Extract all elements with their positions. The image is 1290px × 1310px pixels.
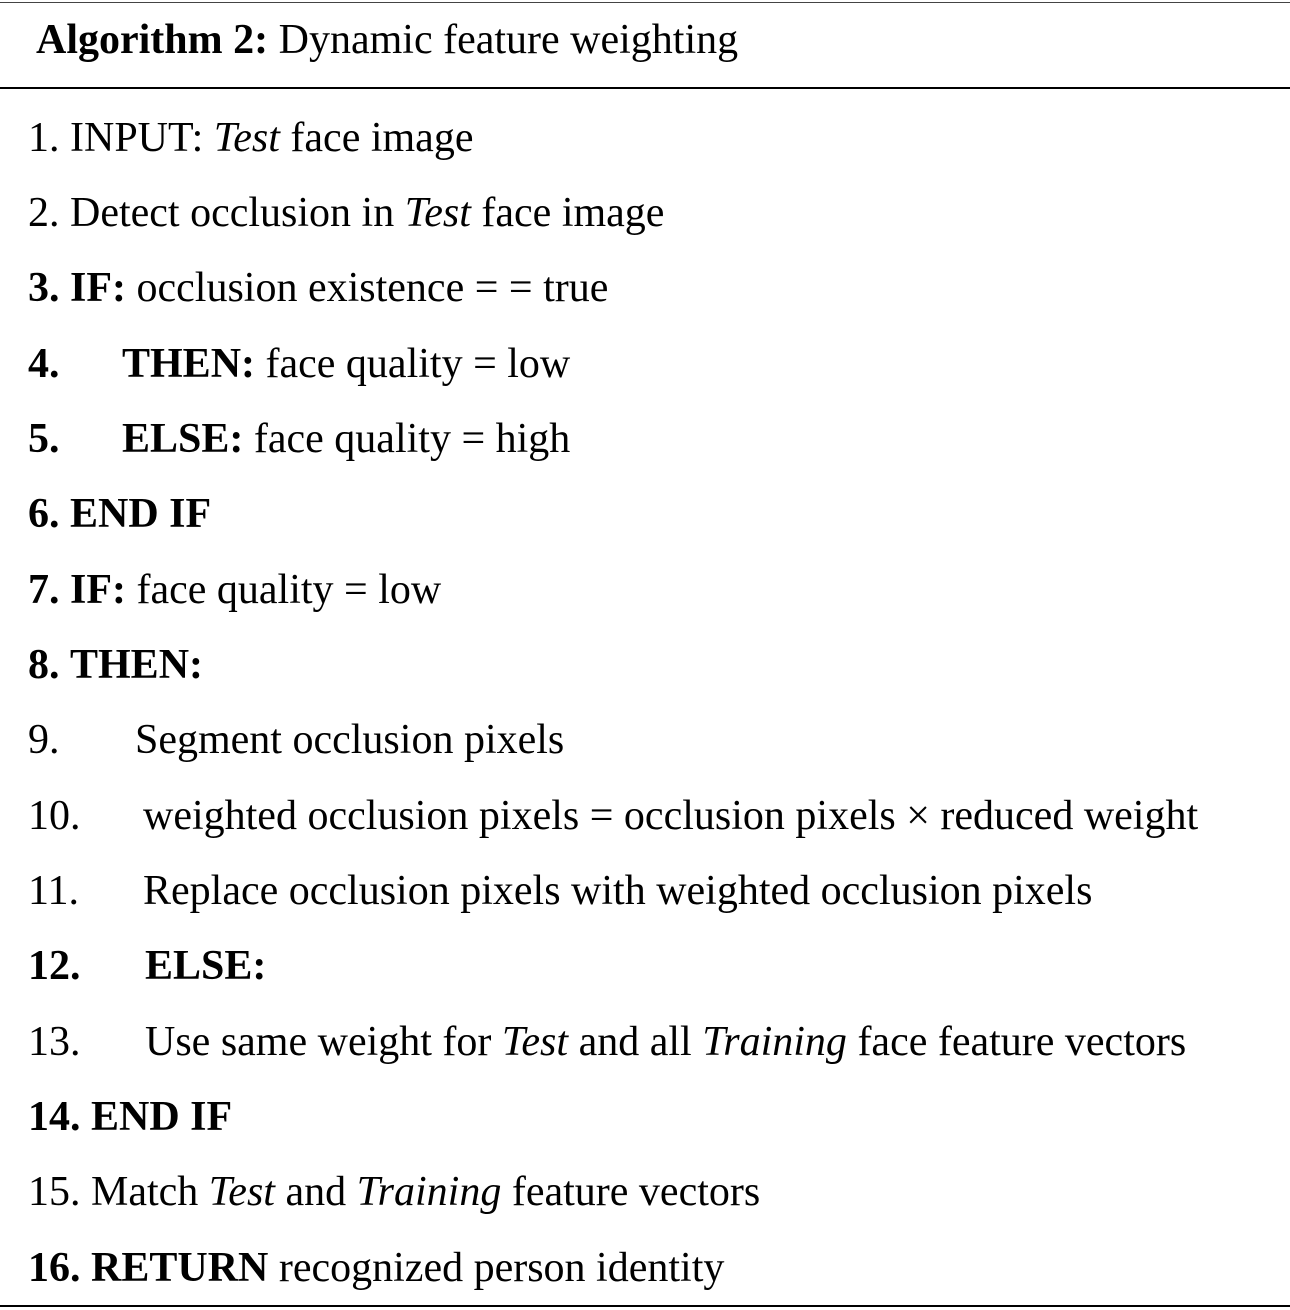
step-text: Match xyxy=(91,1169,199,1215)
step-text: feature vectors xyxy=(511,1169,761,1215)
step-keyword: IF: xyxy=(70,567,126,613)
step-text-italic: Test xyxy=(208,1169,275,1215)
step-text: occlusion existence = = true xyxy=(136,265,609,311)
step-9 xyxy=(28,712,564,768)
step-text: and all xyxy=(578,1019,692,1065)
step-text: Replace occlusion pixels with weighted occlusion pixels xyxy=(143,868,1093,914)
step-number: 14. xyxy=(28,1094,81,1140)
step-number: 16. xyxy=(28,1245,81,1291)
step-11 xyxy=(28,863,1092,919)
step-keyword: ELSE: xyxy=(122,416,244,462)
step-text: recognized person identity xyxy=(278,1245,725,1291)
algorithm-label: Algorithm 2: xyxy=(36,17,269,63)
step-text: and xyxy=(285,1169,347,1215)
step-number: 7. xyxy=(28,567,60,613)
bottom-rule xyxy=(0,1305,1290,1307)
step-keyword: ELSE: xyxy=(145,943,267,989)
step-number: 5. xyxy=(28,416,60,462)
step-6 xyxy=(28,486,211,542)
step-text: INPUT: xyxy=(70,115,204,161)
step-text: face image xyxy=(290,115,474,161)
step-number: 1. xyxy=(28,115,60,161)
step-2 xyxy=(28,185,664,241)
step-text-italic: Test xyxy=(404,190,471,236)
step-13 xyxy=(28,1014,1186,1070)
step-text: face quality = low xyxy=(265,341,571,387)
step-number: 12. xyxy=(28,943,81,989)
step-keyword: IF: xyxy=(70,265,126,311)
step-text: face quality = high xyxy=(253,416,571,462)
step-3 xyxy=(28,260,608,316)
step-text: Detect occlusion in xyxy=(70,190,395,236)
step-7 xyxy=(28,562,441,618)
step-number: 13. xyxy=(28,1019,81,1065)
step-16 xyxy=(28,1240,724,1296)
step-text: Use same weight for xyxy=(145,1019,492,1065)
header-rule xyxy=(0,87,1290,89)
step-text-italic: Test xyxy=(501,1019,569,1065)
step-8 xyxy=(28,637,203,693)
step-1 xyxy=(28,110,473,166)
step-number: 11. xyxy=(28,868,79,914)
step-text: face feature vectors xyxy=(857,1019,1187,1065)
step-14 xyxy=(28,1089,232,1145)
step-number: 15. xyxy=(28,1169,81,1215)
step-number: 6. xyxy=(28,491,60,537)
step-number: 4. xyxy=(28,341,60,387)
step-text: Segment occlusion pixels xyxy=(135,717,565,763)
step-keyword: END IF xyxy=(91,1094,233,1140)
step-4 xyxy=(28,336,570,392)
step-number: 9. xyxy=(28,717,60,763)
step-text: weighted occlusion pixels = occlusion pixels × reduced weight xyxy=(143,793,1199,839)
step-keyword: END IF xyxy=(70,491,212,537)
step-15 xyxy=(28,1164,760,1220)
step-number: 10. xyxy=(28,793,81,839)
step-text-italic: Training xyxy=(356,1169,502,1215)
step-text: face quality = low xyxy=(136,567,442,613)
algorithm-name: Dynamic feature weighting xyxy=(278,17,739,63)
algorithm-title xyxy=(36,12,738,68)
step-5 xyxy=(28,411,570,467)
top-rule xyxy=(0,2,1290,3)
step-number: 3. xyxy=(28,265,60,311)
step-10 xyxy=(28,788,1198,844)
step-text: face image xyxy=(481,190,665,236)
step-keyword: RETURN xyxy=(91,1245,269,1291)
step-keyword: THEN: xyxy=(122,341,256,387)
step-12 xyxy=(28,938,266,994)
step-text-italic: Test xyxy=(213,115,280,161)
step-text-italic: Training xyxy=(702,1019,847,1065)
step-number: 8. xyxy=(28,642,60,688)
step-number: 2. xyxy=(28,190,60,236)
step-keyword: THEN: xyxy=(70,642,204,688)
